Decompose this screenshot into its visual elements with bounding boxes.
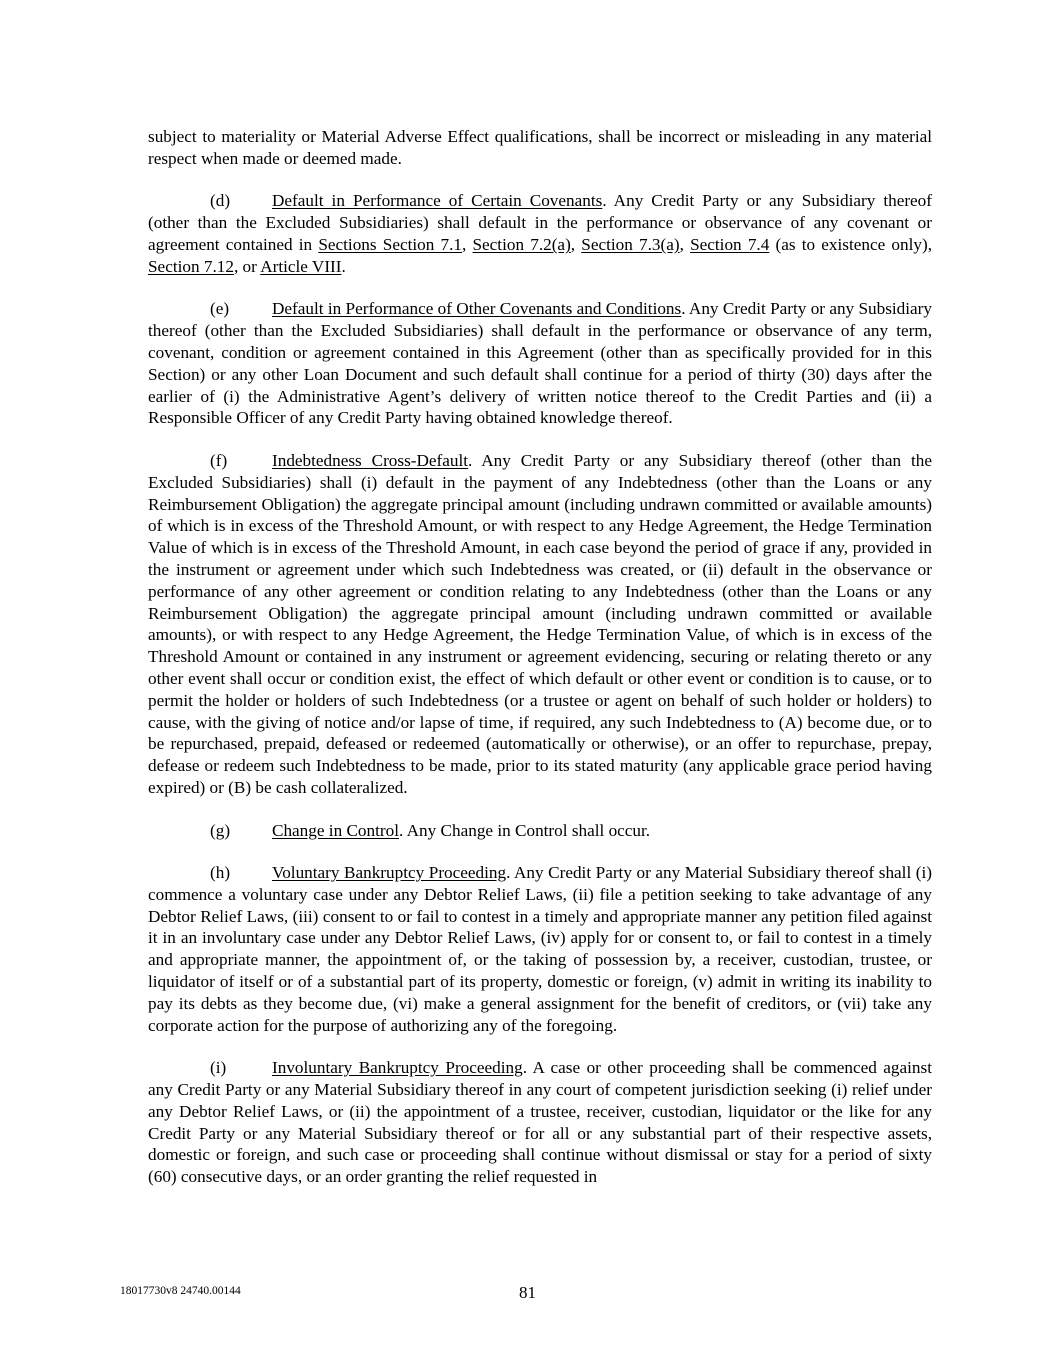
footer-doc-id: 18017730v8 24740.00144 <box>120 1285 241 1297</box>
section-g-paragraph <box>148 820 932 842</box>
section-i-enum: (i) <box>210 1058 227 1078</box>
section-i-paragraph <box>148 1057 932 1188</box>
section-f-body: . Any Credit Party or any Subsidiary thereof (other than the Excluded Subsidiaries) shall (i) default in the payment of any Indebtedness (other than the Loans or any Reimbursement Obligation) the aggregate principal amount (including undrawn committed or available amounts) of which is in excess of the Threshold Amount, or with respect to any Hedge Agreement, the Hedge Termination Value of which is in excess of the Threshold Amount, in each case beyond the period of grace if any, provided in the instrument or agreement under which such Indebtedness was created, or (ii) default in the observance or performance of any other agreement or condition relating to any Indebtedness (other than the Loans or any Reimbursement Obligation) the aggregate principal amount (including undrawn committed or available amounts), or with respect to any Hedge Agreement, the Hedge Termination Value, of which is in excess of the Threshold Amount or contained in any instrument or agreement evidencing, securing or relating thereto or any other event shall occur or condition exist, the effect of which default or other event or condition is to cause, or to permit the holder or holders of such Indebtedness (or a trustee or agent on behalf of such holder or holders) to cause, with the giving of notice and/or lapse of time, if required, any such Indebtedness to (A) become due, or to be repurchased, prepaid, defeased or redeemed (automatically or otherwise), or an offer to repurchase, prepay, defease or redeem such Indebtedness to be made, prior to its stated maturity (any applicable grace period having expired) or (B) be cash collateralized. <box>148 450 932 797</box>
section-g-heading: Change in Control <box>272 820 399 840</box>
separator: , <box>679 234 691 254</box>
page-number: 81 <box>519 1283 536 1302</box>
section-d-paragraph <box>148 190 932 277</box>
section-d-text: , or <box>233 256 261 276</box>
section-d-heading: Default in Performance of Certain Covenants <box>272 191 603 211</box>
section-e-heading: Default in Performance of Other Covenants and Conditions <box>272 299 682 319</box>
section-h-enum: (h) <box>210 863 231 883</box>
section-d-text: . Any Credit Party or any Subsidiary thereof (other than the Excluded Subsidiaries) shall default in the performance or observance of any covenant or agreement contained in <box>148 191 932 254</box>
section-d-text: . <box>341 256 346 276</box>
section-i-heading: Involuntary Bankruptcy Proceeding <box>272 1058 523 1078</box>
article-ref-link[interactable]: Article VIII <box>260 256 342 276</box>
section-d-enum: (d) <box>210 191 231 211</box>
section-g-enum: (g) <box>210 820 231 840</box>
section-ref-link[interactable]: Section 7.3(a) <box>581 234 680 254</box>
section-e-paragraph <box>148 298 932 429</box>
section-ref-link[interactable]: Section 7.4 <box>690 234 770 254</box>
section-ref-link[interactable]: Section 7.2(a) <box>472 234 571 254</box>
section-f-paragraph <box>148 450 932 799</box>
section-h-heading: Voluntary Bankruptcy Proceeding <box>272 863 507 883</box>
document-body <box>148 126 932 1209</box>
section-f-heading: Indebtedness Cross-Default <box>272 450 469 470</box>
section-e-body: . Any Credit Party or any Subsidiary thereof (other than the Excluded Subsidiaries) shall default in the performance or observance of any term, covenant, condition or agreement contained in this Agreement (other than as specifically provided for in this Section) or any other Loan Document and such default shall continue for a period of thirty (30) days after the earlier of (i) the Administrative Agent’s delivery of written notice thereof to the Credit Parties and (ii) a Responsible Officer of any Credit Party having obtained knowledge thereof. <box>148 299 932 428</box>
section-h-paragraph <box>148 862 932 1036</box>
section-e-enum: (e) <box>210 299 230 319</box>
section-i-body: . A case or other proceeding shall be commenced against any Credit Party or any Material Subsidiary thereof in any court of competent jurisdiction seeking (i) relief under any Debtor Relief Laws, or (ii) the appointment of a trustee, receiver, custodian, liquidator or the like for any Credit Party or any Material Subsidiary thereof or for all or any substantial part of their respective assets, domestic or foreign, and such case or proceeding shall continue without dismissal or stay for a period of sixty (60) consecutive days, or an order granting the relief requested in <box>148 1058 932 1187</box>
section-ref-link[interactable]: Section 7.12 <box>148 256 234 276</box>
section-h-body: . Any Credit Party or any Material Subsidiary thereof shall (i) commence a voluntary case under any Debtor Relief Laws, (ii) file a petition seeking to take advantage of any Debtor Relief Laws, (iii) consent to or fail to contest in a timely and appropriate manner any petition filed against it in an involuntary case under any Debtor Relief Laws, (iv) apply for or consent to, or fail to contest in a timely and appropriate manner, the appointment of, or the taking of possession by, a receiver, custodian, trustee, or liquidator of itself or of a substantial part of its property, domestic or foreign, (v) admit in writing its inability to pay its debts as they become due, (vi) make a general assignment for the benefit of creditors, or (vii) take any corporate action for the purpose of authorizing any of the foregoing. <box>148 863 933 1035</box>
separator: , <box>570 234 582 254</box>
continuation-paragraph: subject to materiality or Material Adverse Effect qualifications, shall be incorrect or misleading in any material respect when made or deemed made. <box>148 127 932 168</box>
section-ref-link[interactable]: Sections Section 7.1 <box>318 234 462 254</box>
section-d-text: (as to existence only), <box>769 234 932 254</box>
section-g-body: . Any Change in Control shall occur. <box>399 820 651 840</box>
section-f-enum: (f) <box>210 450 228 470</box>
separator: , <box>462 234 473 254</box>
